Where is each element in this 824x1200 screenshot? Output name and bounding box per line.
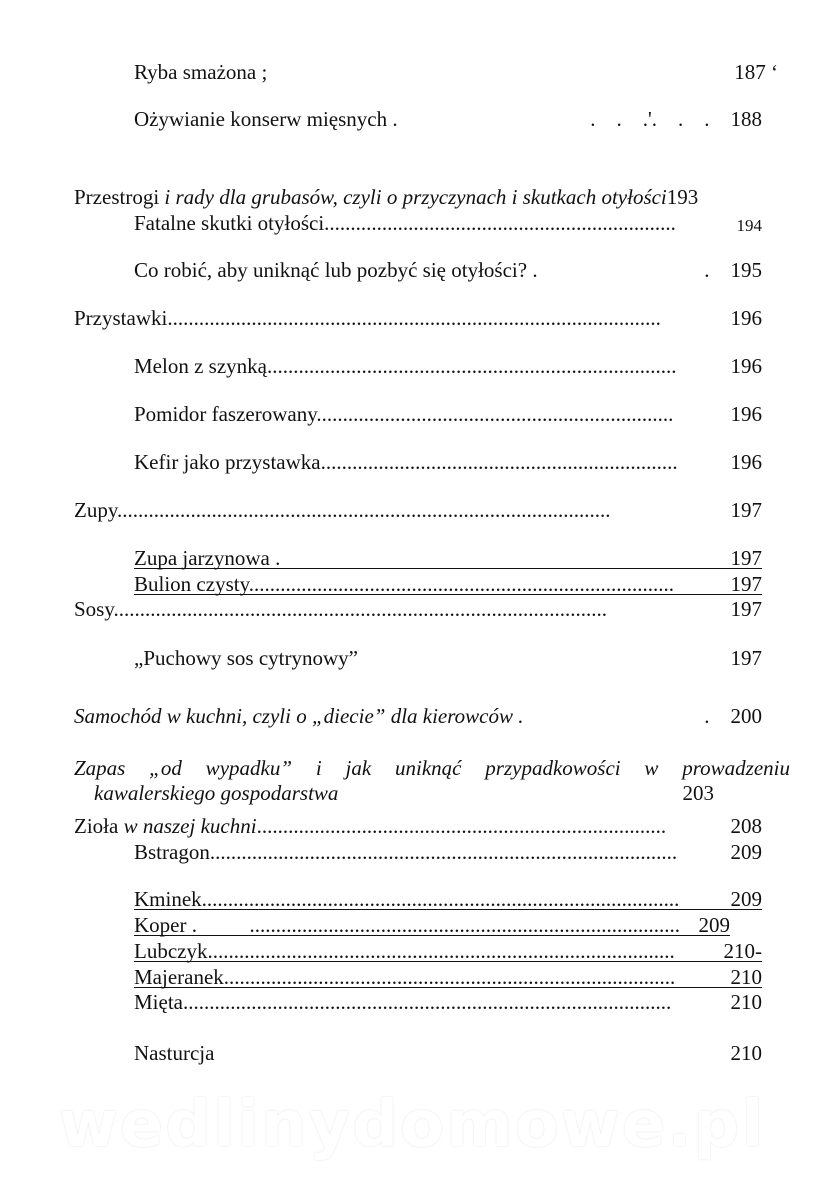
toc-entry-bstragon — [134, 840, 762, 866]
toc-title: Bstragon......................................................................................... — [134, 840, 678, 864]
toc-entry-nasturcja — [134, 1041, 762, 1065]
toc-page: 203 — [682, 781, 714, 805]
toc-entry-przystawki — [74, 306, 762, 332]
toc-page: 209 — [730, 887, 762, 911]
toc-page: 209 — [730, 840, 762, 864]
toc-entry-lubczyk — [134, 939, 762, 962]
toc-title — [74, 185, 698, 209]
toc-entry-pomidor — [134, 402, 762, 428]
toc-title: Przystawki.............................................................................................. — [74, 306, 661, 330]
toc-title: Co robić, aby uniknąć lub pozbyć się otyłości? . — [134, 258, 538, 282]
toc-title-normal: Zioła — [74, 814, 124, 838]
toc-entry-ryba — [134, 60, 778, 86]
toc-entry-corobic — [134, 258, 762, 284]
toc-entry-ozywianie — [134, 107, 762, 133]
toc-title: Sosy.............................................................................................. — [74, 597, 607, 621]
toc-title — [74, 814, 722, 838]
toc-page: 208 — [730, 814, 762, 838]
toc-entry-mieta — [134, 990, 762, 1016]
toc-entry-sosy — [74, 597, 762, 623]
toc-entry-zapas-line1: Zapas „od wypadku” i jak uniknąć przypadkowości w prowadzeniu — [74, 756, 790, 780]
toc-entry-melon — [134, 354, 762, 380]
toc-entry-zapas-line2 — [94, 781, 714, 805]
toc-title-italic: w naszej kuchni — [123, 814, 257, 838]
toc-entry-kefir — [134, 450, 762, 476]
toc-entry-bulion — [134, 572, 762, 595]
toc-title: Pomidor faszerowany.................................................................... — [134, 402, 674, 426]
toc-page: 197 — [730, 546, 762, 570]
toc-page: 187 ‘ — [734, 60, 778, 84]
toc-page: . . .'. . . 188 — [590, 107, 762, 131]
toc-page: 210 — [730, 1041, 762, 1065]
toc-title: Melon z szynką.............................................................................. — [134, 354, 677, 378]
toc-entry-przestrogi — [74, 185, 754, 211]
toc-entry-puchowy — [134, 646, 762, 670]
toc-title: „Puchowy sos cytrynowy” — [134, 646, 358, 670]
toc-entry-samochod — [74, 704, 762, 730]
toc-title: Zupa jarzynowa . — [134, 546, 281, 570]
toc-title: Fatalne skutki otyłości................................................................... — [134, 211, 676, 235]
toc-page: 196 — [730, 450, 762, 474]
toc-page: 194 — [736, 216, 762, 235]
toc-page: 196 — [730, 354, 762, 378]
toc-title: Majeranek...................................................................................... — [134, 965, 676, 989]
toc-title: Kefir jako przystawka.................................................................... — [134, 450, 678, 474]
toc-title-normal: Przestrogi — [74, 185, 165, 209]
toc-title-italic: i rady dla grubasów, czyli o przyczynach i skutkach otyłości — [164, 185, 667, 209]
toc-page: 210 — [730, 990, 762, 1014]
toc-entry-koper — [134, 913, 730, 936]
toc-dots: .............................................................................. — [256, 814, 667, 838]
toc-entry-majeranek — [134, 965, 762, 988]
toc-page: 197 — [730, 597, 762, 621]
toc-entry-ziola — [74, 814, 762, 840]
toc-page: . 200 — [704, 704, 762, 728]
toc-page: 196 — [730, 306, 762, 330]
toc-title: kawalerskiego gospodarstwa — [94, 781, 339, 805]
toc-page: 210- — [723, 939, 762, 963]
toc-entry-fatalne — [134, 211, 762, 237]
toc-page: 209 — [698, 913, 730, 937]
toc-title: Zupy.............................................................................................. — [74, 498, 611, 522]
toc-page: 197 — [730, 498, 762, 522]
toc-title: Ożywianie konserw mięsnych . — [134, 107, 398, 131]
toc-entry-kminek — [134, 887, 762, 910]
toc-page: 196 — [730, 402, 762, 426]
toc-title: Lubczyk......................................................................................... — [134, 939, 675, 963]
toc-title: Ryba smażona ; — [134, 60, 268, 84]
toc-title: Kminek........................................................................................... — [134, 887, 680, 911]
toc-page: . 195 — [704, 258, 762, 282]
toc-title: Koper . .................................................................................. — [134, 913, 680, 937]
toc-entry-zupy — [74, 498, 762, 524]
toc-title: Nasturcja — [134, 1041, 215, 1065]
toc-title: Samochód w kuchni, czyli o „diecie” dla kierowców . — [74, 704, 524, 728]
watermark: wedlinydomowe.pl — [58, 1088, 766, 1162]
toc-title: Mięta............................................................................................. — [134, 990, 672, 1014]
toc-entry-zupa-jarzynowa — [134, 546, 762, 569]
toc-page: 210 — [730, 965, 762, 989]
toc-title: Bulion czysty................................................................................. — [134, 572, 674, 596]
toc-page: 197 — [730, 646, 762, 670]
toc-page: 193 — [666, 185, 699, 209]
toc-page: 197 — [730, 572, 762, 596]
